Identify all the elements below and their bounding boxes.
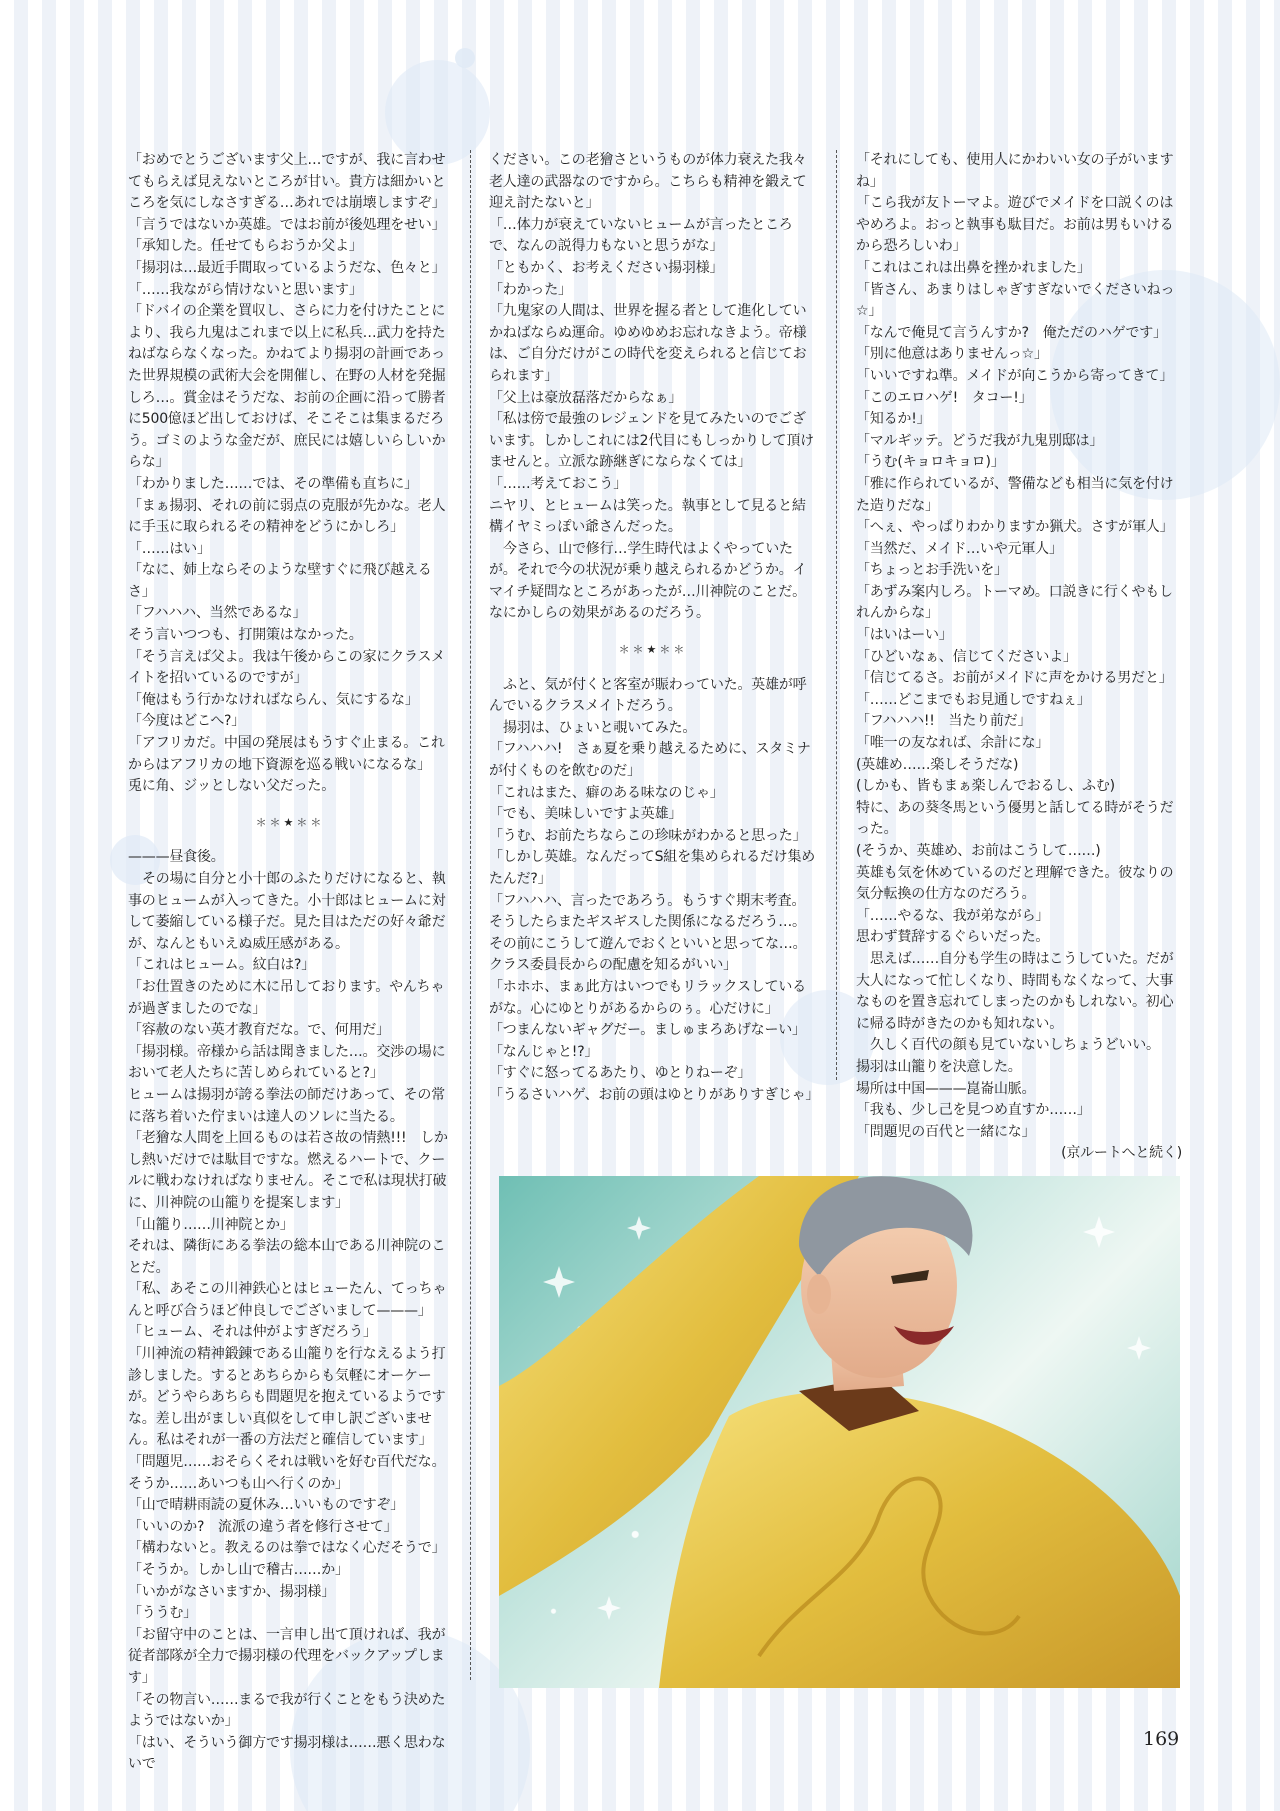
paragraph: それは、隣街にある拳法の総本山である川神院のことだ。	[128, 1238, 446, 1276]
paragraph: 「唯一の友なれば、余計にな」	[856, 735, 1050, 752]
paragraph: 「山籠り……川神院とか」	[128, 1216, 294, 1233]
paragraph: 「こら我が友トーマよ。遊びでメイドを口説くのはやめろよ。おっと執事も駄目だ。お前は男もいけるから恐ろしいわ」	[856, 195, 1174, 255]
paragraph: 「私、あそこの川神鉄心とはヒューたん、てっちゃんと呼び合うほど仲良しでございまして———」	[128, 1281, 447, 1319]
paragraph: ください。この老獪さというものが体力衰えた我々老人達の武器なのですから。こちらも精神を鍛えて迎え討たないと」	[489, 152, 807, 212]
paragraph: 「へぇ、やっぱりわかりますか猟犬。さすが軍人」	[856, 519, 1174, 536]
paragraph: そう言いつつも、打開策はなかった。	[128, 627, 363, 644]
paragraph: 「これはヒューム。紋白は?」	[128, 957, 316, 974]
paragraph: 「ホホホ、まぁ此方はいつでもリラックスしているがな。心にゆとりがあるからのぅ。心だけに」	[489, 978, 806, 1017]
paragraph: 「ともかく、お考えください揚羽様」	[489, 259, 724, 276]
paragraph: 「いいのか? 流派の違う者を修行させて」	[128, 1518, 398, 1535]
paragraph: ニヤリ、とヒュームは笑った。執事として見ると結構イヤミっぽい爺さんだった。	[489, 497, 806, 536]
paragraph: 「うるさいハゲ、お前の頭はゆとりがありすぎじゃ」	[489, 1086, 820, 1103]
paragraph: 「ドバイの企業を買収し、さらに力を付けたことにより、我ら九鬼はこれまで以上に私兵…武力を持たねばならなくなった。かねてより揚羽の計画であった世界規模の武術大会を開催し、在野の人材を発掘しろ…。賞金はそうだな、お前の企画に沿って勝者に500億ほど出しておけば、そこそこは集まるだろう。ゴミのような金だが、庶民には嬉しいらしいからな」	[128, 303, 446, 471]
paragraph: 「このエロハゲ! タコー!」	[856, 389, 1033, 406]
paragraph: 「フハハハ、言ったであろう。もうすぐ期末考査。そうしたらまたギスギスした関係になるだろう…。その前にこうして遊んでおくといいと思ってな…。クラス委員長からの配慮を知るがいい」	[489, 892, 807, 974]
paragraph: 英雄も気を休めているのだと理解できた。彼なりの気分転換の仕方なのだろう。	[856, 864, 1174, 903]
paragraph: 「フハハハ!! 当たり前だ」	[856, 713, 1032, 730]
paragraph: 「……どこまでもお見通しですねぇ」	[856, 691, 1091, 708]
paragraph: ———昼食後。	[128, 849, 225, 866]
paragraph: 「うむ(キョロキョロ)」	[856, 454, 1005, 471]
paragraph: 「つまんないギャグだー。ましゅまろあげなーい」	[489, 1022, 806, 1039]
paragraph: 場所は中国———崑崙山脈。	[856, 1080, 1036, 1097]
paragraph: 「川神流の精神鍛錬である山籠りを行なえるよう打診しました。するとあちらからも気軽にオーケーが。どうやらあちらも問題児を抱えているようですな。差し出がましい真似をして申し訳ございません。私はそれが一番の方法だと確信しています」	[128, 1346, 446, 1449]
paragraph: 「すぐに怒ってるあたり、ゆとりねーぞ」	[489, 1065, 752, 1082]
paragraph: 特に、あの葵冬馬という優男と話してる時がそうだった。	[856, 799, 1174, 838]
paragraph: (しかも、皆もまぁ楽しんでおるし、ふむ)	[856, 778, 1115, 795]
paragraph: 思わず賛辞するぐらいだった。	[856, 929, 1050, 946]
column-divider	[470, 150, 471, 1680]
paragraph: 「これはまた、癖のある味なのじゃ」	[489, 784, 724, 801]
paragraph: 「あずみ案内しろ。トーマめ。口説きに行くやもしれんからな」	[856, 583, 1173, 622]
paragraph: 「言うではないか英雄。ではお前が後処理をせい」	[128, 216, 446, 233]
paragraph: 「父上は豪放磊落だからなぁ」	[489, 389, 683, 406]
paragraph: 「構わないと。教えるのは拳ではなく心だそうで」	[128, 1540, 446, 1557]
paragraph: 「でも、美味しいですよ英雄」	[489, 806, 683, 823]
paragraph: 「おめでとうございます父上…ですが、我に言わせてもらえば見えないところが甘い。貴方は細かいところを気にしなさすぎる…あれでは崩壊しますぞ」	[128, 152, 446, 212]
paragraph: ふと、気が付くと客室が賑わっていた。英雄が呼んでいるクラスメイトだろう。	[489, 676, 807, 715]
character-illustration-art	[499, 1176, 1180, 1688]
paragraph: 「別に他意はありませんっ☆」	[856, 346, 1048, 363]
paragraph: 思えば……自分も学生の時はこうしていた。だが大人になって忙しくなり、時間もなくなって、大事なものを置き忘れてしまったのかもしれない。初心に帰る時がきたのかも知れない。	[856, 950, 1174, 1032]
text-column-1	[128, 150, 452, 1776]
page-number: 169	[1143, 1728, 1180, 1750]
paragraph: 「これはこれは出鼻を挫かれました」	[856, 259, 1091, 276]
paragraph: 「ちょっとお手洗いを」	[856, 562, 1008, 579]
paragraph: 「知るか!」	[856, 411, 931, 428]
paragraph: 「揚羽は…最近手間取っているようだな、色々と」	[128, 259, 446, 276]
paragraph: 「我も、少し己を見つめ直すか……」	[856, 1102, 1091, 1119]
paragraph: ヒュームは揚羽が誇る拳法の師だけあって、その常に落ち着いた佇まいは達人のソレに当たる。	[128, 1086, 445, 1125]
paragraph: 「ううむ」	[128, 1605, 197, 1622]
paragraph: 「…体力が衰えていないヒュームが言ったところで、なんの説得力もないと思うがな」	[489, 216, 793, 255]
paragraph: (そうか、英雄め、お前はこうして……)	[856, 843, 1101, 859]
paragraph: 「揚羽様。帝様から話は聞きました…。交渉の場において老人たちに苦しめられていると?」	[128, 1043, 446, 1082]
section-break-stars: ＊＊★＊＊	[618, 643, 688, 657]
paragraph: 「なに、姉上ならそのような壁すぐに飛び越えるさ」	[128, 562, 432, 600]
paragraph: 「いかがなさいますか、揚羽様」	[128, 1583, 335, 1600]
paragraph: 「老獪な人間を上回るものは若さ故の情熱!!! しかし熱いだけでは駄目ですな。燃えるハートで、クールに戦わなければなりません。そこで私は現状打破に、川神院の山籠りを提案します」	[128, 1130, 448, 1211]
paragraph: 「皆さん、あまりはしゃぎすぎないでくださいねっ☆」	[856, 281, 1175, 320]
paragraph: 「問題児……おそらくそれは戦いを好む百代だな。そうか……あいつも山へ行くのか」	[128, 1454, 446, 1492]
paragraph: 「九鬼家の人間は、世界を握る者として進化していかねばならぬ運命。ゆめゆめお忘れなきよう。帝様は、ご自分だけがこの時代を変えられると信じておられます」	[489, 303, 807, 384]
continuation-note: (京ルートへと続く)	[1061, 1145, 1182, 1162]
paragraph: 「フハハハ! さぁ夏を乗り越えるために、スタミナが付くものを飲むのだ」	[489, 741, 811, 780]
paragraph: 「……考えておこう」	[489, 475, 627, 492]
paragraph: 「承知した。任せてもらおうか父よ」	[128, 238, 363, 255]
text-column-3	[856, 150, 1182, 1165]
paragraph: 「まぁ揚羽、それの前に弱点の克服が先かな。老人に手玉に取られるその精神をどうにかしろ」	[128, 497, 446, 536]
paragraph: 「なんじゃと!?」	[489, 1043, 599, 1060]
paragraph: 「お留守中のことは、一言申し出て頂ければ、我が従者部隊が全力で揚羽様の代理をバックアップします」	[128, 1626, 446, 1686]
paragraph: 揚羽は山籠りを決意した。	[856, 1058, 1022, 1075]
paragraph: 兎に角、ジッとしない父だった。	[128, 778, 335, 795]
paragraph: 揚羽は、ひょいと覗いてみた。	[503, 719, 697, 736]
paragraph: 今さら、山で修行…学生時代はよくやっていたが。それで今の状況が乗り越えられるかどうか。イマイチ疑問なところがあったが…川神院のことだ。なにかしらの効果があるのだろう。	[489, 540, 807, 622]
column-divider	[836, 150, 837, 1080]
paragraph: 「しかし英雄。なんだってS組を集められるだけ集めたんだ?」	[489, 849, 816, 887]
paragraph: 「そうか。しかし山で稽古……か」	[128, 1562, 349, 1578]
paragraph: 「その物言い……まるで我が行くことをもう決めたようではないか」	[128, 1691, 446, 1730]
paragraph: 「信じてるさ。お前がメイドに声をかける男だと」	[856, 670, 1173, 687]
paragraph: 「……はい」	[128, 540, 211, 557]
paragraph: その場に自分と小十郎のふたりだけになると、執事のヒュームが入ってきた。小十郎はヒュームに対して萎縮している様子だ。見た目はただの好々爺だが、なんともいえぬ威圧感がある。	[128, 871, 446, 952]
paragraph: 「わかった」	[489, 281, 572, 298]
paragraph: 「はい、そういう御方です揚羽様は……悪く思わないで	[128, 1734, 446, 1773]
paragraph: 「……我ながら情けないと思います」	[128, 281, 363, 298]
paragraph: 「なんで俺見て言うんすか? 俺ただのハゲです」	[856, 324, 1167, 341]
paragraph: 「問題児の百代と一緒にな」	[856, 1123, 1036, 1140]
paragraph: 「俺はもう行かなければならん、気にするな」	[128, 691, 419, 708]
paragraph: 「当然だ、メイド…いや元軍人」	[856, 540, 1063, 557]
paragraph: 「それにしても、使用人にかわいい女の子がいますね」	[856, 152, 1174, 190]
paragraph: 「容赦のない英才教育だな。で、何用だ」	[128, 1022, 390, 1039]
paragraph: 「はいはーい」	[856, 627, 953, 644]
paragraph: 「雅に作られているが、警備なども相当に気を付けた造りだな」	[856, 475, 1174, 514]
paragraph: 「フハハハ、当然であるな」	[128, 605, 307, 622]
text-column-2	[489, 150, 820, 1107]
section-break-stars: ＊＊★＊＊	[255, 815, 325, 829]
character-illustration	[499, 1176, 1180, 1688]
paragraph: 「ヒューム、それは仲がよすぎだろう」	[128, 1324, 377, 1341]
paragraph: 「ひどいなぁ、信じてくださいよ」	[856, 648, 1077, 665]
paragraph: 「山で晴耕雨読の夏休み…いいものですぞ」	[128, 1497, 404, 1514]
paragraph: 「いいですね準。メイドが向こうから寄ってきて」	[856, 367, 1174, 384]
paragraph: 久しく百代の顔も見ていないしちょうどいい。	[870, 1037, 1160, 1054]
paragraph: 「アフリカだ。中国の発展はもうすぐ止まる。これからはアフリカの地下資源を巡る戦いになるな」	[128, 735, 445, 773]
paragraph: (英雄め……楽しそうだな)	[856, 756, 1019, 773]
paragraph: 「わかりました……では、その準備も直ちに」	[128, 475, 418, 492]
paragraph: 「私は傍で最強のレジェンドを見てみたいのでございます。しかしこれには2代目にもしっかりして頂けませんと。立派な跡継ぎにならなくては」	[489, 411, 814, 471]
paragraph: 「……やるな、我が弟ながら」	[856, 907, 1050, 924]
paragraph: 「そう言えば父よ。我は午後からこの家にクラスメイトを招いているのですが」	[128, 648, 445, 687]
paragraph: 「マルギッテ。どうだ我が九鬼別邸は」	[856, 432, 1104, 449]
paragraph: 「お仕置きのために木に吊しております。やんちゃが過ぎましたのでな」	[128, 978, 445, 1017]
paragraph: 「うむ、お前たちならこの珍味がわかると思った」	[489, 827, 807, 844]
paragraph: 「今度はどこへ?」	[128, 713, 246, 730]
decor-bubble	[455, 48, 475, 68]
